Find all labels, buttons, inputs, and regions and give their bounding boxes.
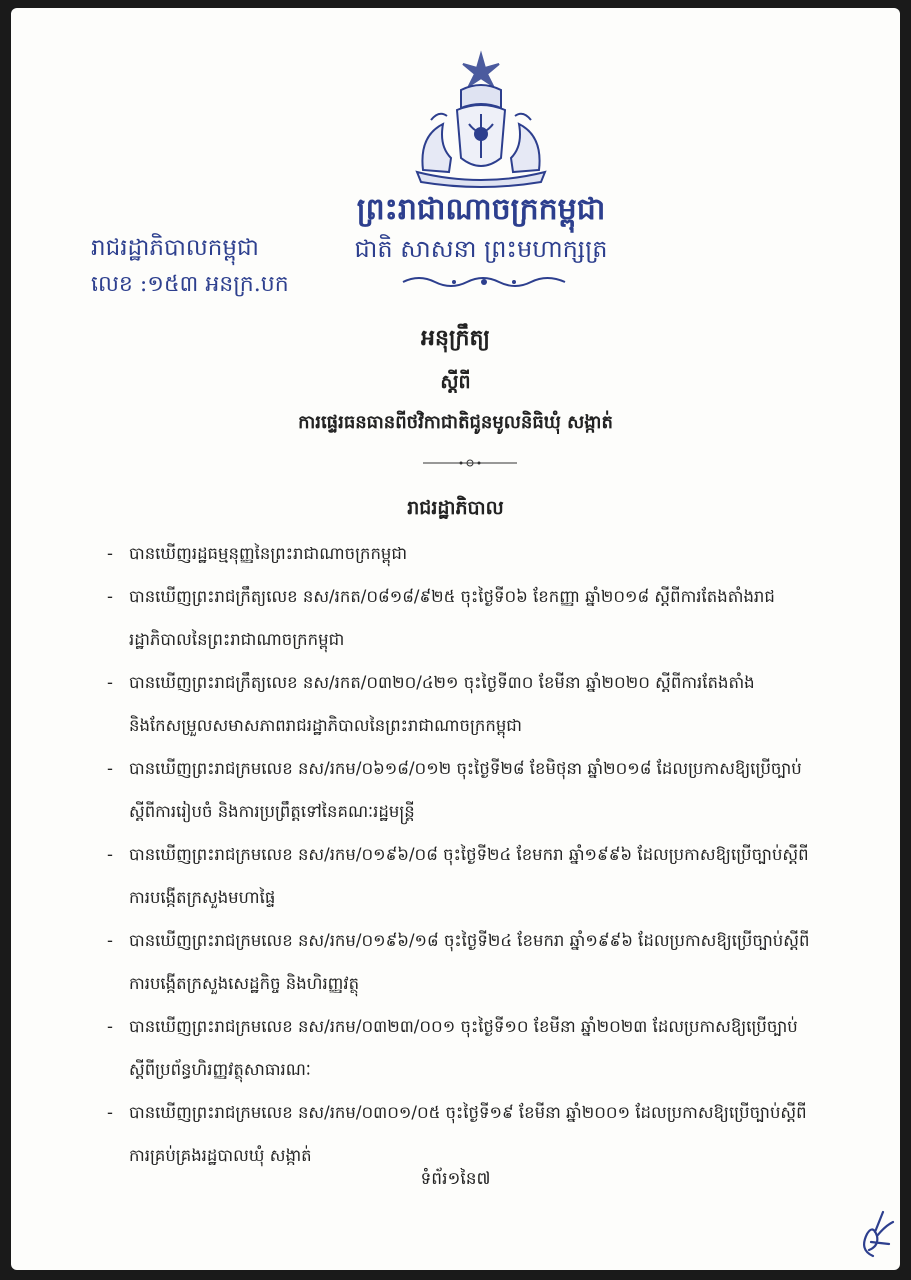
preamble-list: [107, 532, 823, 1177]
list-item: [107, 747, 823, 833]
list-bullet: -: [107, 587, 113, 606]
handwritten-initials-icon: [853, 1206, 897, 1264]
document-type-title: អនុក្រឹត្យ: [421, 325, 490, 351]
list-item: [107, 575, 823, 661]
clause-text: បានឃើញព្រះរាជក្រឹត្យលេខ នស/រកត/០៣២០/៤២១ ចុះថ្ងៃទី៣០ ខែមីនា ឆ្នាំ២០២០ ស្តីពីការតែងតាំង និងកែសម្រួលសមាសភាពរាជរដ្ឋាភិបាលនៃព្រះរាជាណាចក្រកម្ពុជា: [129, 673, 755, 735]
about-label: ស្តីពី: [440, 371, 471, 393]
clause-text: បានឃើញព្រះរាជក្រមលេខ នស/រកម/០៣២៣/០០១ ចុះថ្ងៃទី១០ ខែមីនា ឆ្នាំ២០២៣ ដែលប្រកាសឱ្យប្រើច្បាប់ស្តីពីប្រព័ន្ធហិរញ្ញវត្ថុសាធារណៈ: [129, 1017, 798, 1079]
list-bullet: -: [107, 931, 113, 950]
list-item: [107, 532, 823, 575]
list-item: [107, 1005, 823, 1091]
national-motto: ជាតិ សាសនា ព្រះមហាក្សត្រ: [354, 235, 608, 263]
clause-text: បានឃើញព្រះរាជក្រមលេខ នស/រកម/០១៩៦/១៨ ចុះថ្ងៃទី២៤ ខែមករា ឆ្នាំ១៩៩៦ ដែលប្រកាសឱ្យប្រើច្បាប់ស្តីពីការបង្កើតក្រសួងសេដ្ឋកិច្ច និងហិរញ្ញវត្ថុ: [129, 931, 810, 993]
clause-text: បានឃើញព្រះរាជក្រមលេខ នស/រកម/០១៩៦/០៨ ចុះថ្ងៃទី២៤ ខែមករា ឆ្នាំ១៩៩៦ ដែលប្រកាសឱ្យប្រើច្បាប់ស្តីពីការបង្កើតក្រសួងមហាផ្ទៃ: [129, 845, 809, 907]
list-bullet: -: [107, 1103, 113, 1122]
government-name: រាជរដ្ឋាភិបាលកម្ពុជា: [91, 235, 259, 261]
kingdom-title: ព្រះរាជាណាចក្រកម្ពុជា: [356, 192, 606, 227]
list-bullet: -: [107, 673, 113, 692]
clause-text: បានឃើញរដ្ឋធម្មនុញ្ញនៃព្រះរាជាណាចក្រកម្ពុជា: [129, 544, 408, 563]
list-item: [107, 919, 823, 1005]
list-bullet: -: [107, 1017, 113, 1036]
list-item: [107, 661, 823, 747]
clause-text: បានឃើញព្រះរាជក្រមលេខ នស/រកម/០៦១៨/០១២ ចុះថ្ងៃទី២៨ ខែមិថុនា ឆ្នាំ២០១៨ ដែលប្រកាសឱ្យប្រើច្បាប់ស្តីពីការរៀបចំ និងការប្រព្រឹត្តទៅនៃគណៈរដ្ឋមន្ត្រី: [129, 759, 802, 821]
divider-ornament-icon: [421, 458, 519, 468]
royal-coat-of-arms-icon: [409, 50, 553, 190]
list-item: [107, 1091, 823, 1177]
document-number: លេខ :១៥៣ អនក្រ.បក: [91, 272, 289, 297]
list-bullet: -: [107, 759, 113, 778]
clause-text: បានឃើញព្រះរាជក្រមលេខ នស/រកម/០៣០១/០៥ ចុះថ្ងៃទី១៩ ខែមីនា ឆ្នាំ២០០១ ដែលប្រកាសឱ្យប្រើច្បាប់ស្តីពីការគ្រប់គ្រងរដ្ឋបាលឃុំ សង្កាត់: [129, 1103, 807, 1165]
document-page: [11, 8, 900, 1270]
list-bullet: -: [107, 544, 113, 563]
list-item: [107, 833, 823, 919]
page-number: ទំព័រ១នៃ៧: [420, 1169, 491, 1189]
list-bullet: -: [107, 845, 113, 864]
clause-text: បានឃើញព្រះរាជក្រឹត្យលេខ នស/រកត/០៨១៨/៩២៥ ចុះថ្ងៃទី០៦ ខែកញ្ញា ឆ្នាំ២០១៨ ស្តីពីការតែងតាំងរាជរដ្ឋាភិបាលនៃព្រះរាជាណាចក្រកម្ពុជា: [129, 587, 775, 649]
divider-ornament-icon: [399, 274, 569, 290]
issuer-heading: រាជរដ្ឋាភិបាល: [407, 497, 504, 519]
document-subject: ការផ្ទេរធនធានពីថវិកាជាតិជូនមូលនិធិឃុំ សង្កាត់: [298, 412, 613, 433]
